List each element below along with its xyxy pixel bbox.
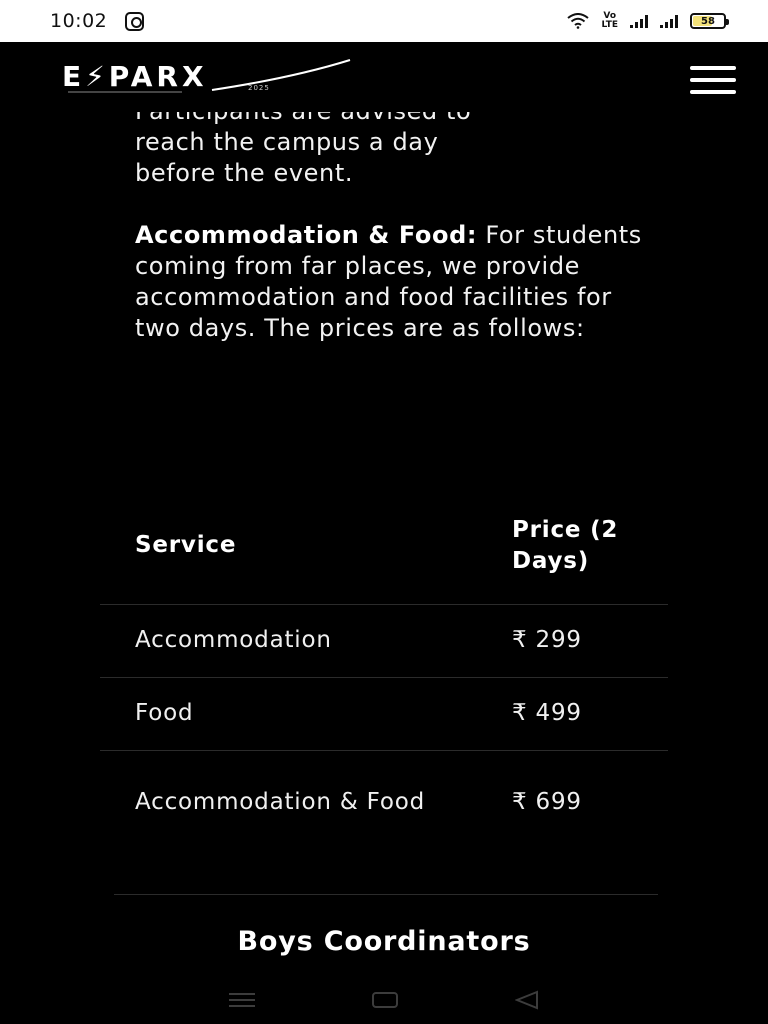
row-service <box>100 750 512 854</box>
back-icon[interactable] <box>515 990 539 1010</box>
row-price: ₹ 299 <box>512 627 582 653</box>
signal-icon-sim1 <box>630 14 648 28</box>
accommodation-label: Accommodation & Food: <box>135 221 478 249</box>
esparx-logo[interactable] <box>62 56 352 98</box>
recents-menu-icon[interactable] <box>229 993 255 1007</box>
status-time: 10:02 <box>50 10 108 32</box>
paragraph-line-2: reach the campus a day <box>135 128 439 156</box>
status-right <box>567 12 726 30</box>
status-left <box>50 10 144 32</box>
row-price: ₹ 699 <box>512 788 582 815</box>
table-row <box>100 604 668 677</box>
volte-indicator <box>601 12 618 30</box>
table-divider <box>114 894 658 895</box>
accommodation-paragraph <box>135 220 655 344</box>
battery-level: 58 <box>701 15 715 27</box>
logo-year: 2025 <box>248 84 270 92</box>
volte-line2: LTE <box>601 20 618 30</box>
content-area <box>135 96 655 344</box>
logo-text: E⚡PARX <box>62 60 208 93</box>
header-price <box>512 488 668 604</box>
accommodation-text: For students coming from far places, we provide accommodation and food facilities for two days. The prices are as follows: <box>135 221 642 342</box>
paragraph-line-3: before the event. <box>135 159 354 187</box>
header-service: Service <box>135 532 237 559</box>
site-header <box>0 42 768 112</box>
status-bar <box>0 0 768 42</box>
system-navigation-bar <box>0 976 768 1024</box>
row-price: ₹ 499 <box>512 700 582 726</box>
section-heading: Boys Coordinators <box>237 926 531 957</box>
row-service: Food <box>135 700 194 726</box>
web-page <box>0 42 768 1024</box>
header-price-text: Price (2 Days) <box>512 516 619 574</box>
home-icon[interactable] <box>372 992 398 1008</box>
price-table <box>100 488 668 854</box>
menu-bar-icon <box>690 66 736 70</box>
row-service: Accommodation <box>135 627 332 653</box>
row-service-text: Accommodation & Food <box>135 788 426 815</box>
wifi-icon <box>567 13 589 29</box>
table-header-row <box>100 488 668 604</box>
volte-line1: Vo <box>603 11 617 21</box>
table-row <box>100 750 668 854</box>
hamburger-menu-button[interactable] <box>690 66 736 94</box>
instagram-icon <box>125 12 144 31</box>
signal-icon-sim2 <box>660 14 678 28</box>
menu-bar-icon <box>690 78 736 82</box>
menu-bar-icon <box>690 90 736 94</box>
battery-icon <box>690 13 726 29</box>
table-row <box>100 677 668 750</box>
